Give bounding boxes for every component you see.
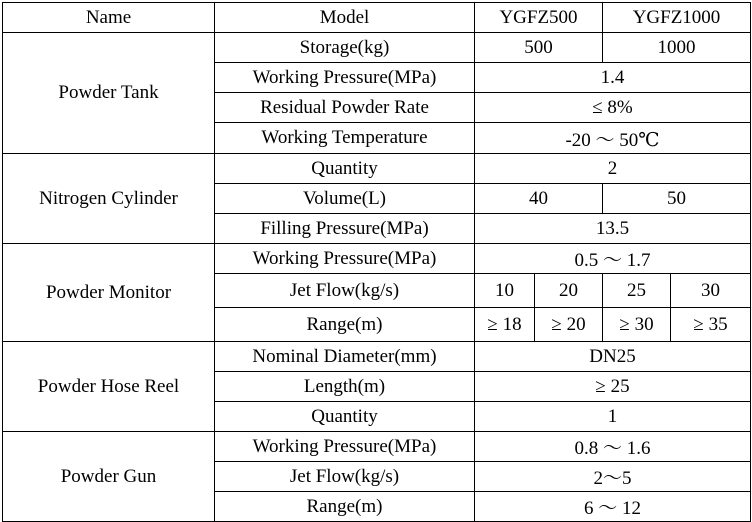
header-model: Model — [215, 3, 475, 33]
group-nitrogen-cylinder: Nitrogen Cylinder — [3, 154, 215, 244]
group-powder-gun: Powder Gun — [3, 432, 215, 522]
header-model-ygfz500: YGFZ500 — [475, 3, 603, 33]
param-value: DN25 — [475, 342, 751, 372]
param-label: Volume(L) — [215, 184, 475, 214]
param-label: Storage(kg) — [215, 33, 475, 63]
table-row — [3, 244, 751, 274]
param-value: 0.8 ～ 1.6 — [475, 432, 751, 462]
param-value: 25 — [603, 274, 671, 308]
param-value: ≥ 35 — [671, 308, 751, 342]
param-label: Working Pressure(MPa) — [215, 63, 475, 93]
param-label: Working Pressure(MPa) — [215, 244, 475, 274]
param-value: 10 — [475, 274, 535, 308]
param-label: Range(m) — [215, 308, 475, 342]
param-value: 0.5 ～ 1.7 — [475, 244, 751, 274]
header-model-ygfz1000: YGFZ1000 — [603, 3, 751, 33]
param-label: Jet Flow(kg/s) — [215, 274, 475, 308]
param-value: ≥ 20 — [535, 308, 603, 342]
param-value: 2 — [475, 154, 751, 184]
param-value: 20 — [535, 274, 603, 308]
param-value: 1 — [475, 402, 751, 432]
table-row — [3, 432, 751, 462]
table-row — [3, 154, 751, 184]
param-value: 30 — [671, 274, 751, 308]
param-value: 6 ～ 12 — [475, 492, 751, 522]
param-label: Working Temperature — [215, 123, 475, 154]
param-label: Residual Powder Rate — [215, 93, 475, 123]
header-row — [3, 3, 751, 33]
param-value: 2～5 — [475, 462, 751, 492]
table-row — [3, 342, 751, 372]
param-value: ≥ 30 — [603, 308, 671, 342]
param-value: 50 — [603, 184, 751, 214]
param-value: 40 — [475, 184, 603, 214]
param-value: ≤ 8% — [475, 93, 751, 123]
param-label: Quantity — [215, 154, 475, 184]
param-label: Nominal Diameter(mm) — [215, 342, 475, 372]
specification-table — [2, 2, 751, 522]
header-name: Name — [3, 3, 215, 33]
table-row — [3, 33, 751, 63]
param-label: Filling Pressure(MPa) — [215, 214, 475, 244]
param-value: 500 — [475, 33, 603, 63]
param-label: Length(m) — [215, 372, 475, 402]
param-value: 1.4 — [475, 63, 751, 93]
param-value: ≥ 18 — [475, 308, 535, 342]
group-powder-hose-reel: Powder Hose Reel — [3, 342, 215, 432]
group-powder-tank: Powder Tank — [3, 33, 215, 154]
param-value: -20 ～ 50℃ — [475, 123, 751, 154]
param-label: Jet Flow(kg/s) — [215, 462, 475, 492]
param-label: Working Pressure(MPa) — [215, 432, 475, 462]
group-powder-monitor: Powder Monitor — [3, 244, 215, 342]
param-value: ≥ 25 — [475, 372, 751, 402]
param-value: 1000 — [603, 33, 751, 63]
param-label: Range(m) — [215, 492, 475, 522]
param-label: Quantity — [215, 402, 475, 432]
param-value: 13.5 — [475, 214, 751, 244]
